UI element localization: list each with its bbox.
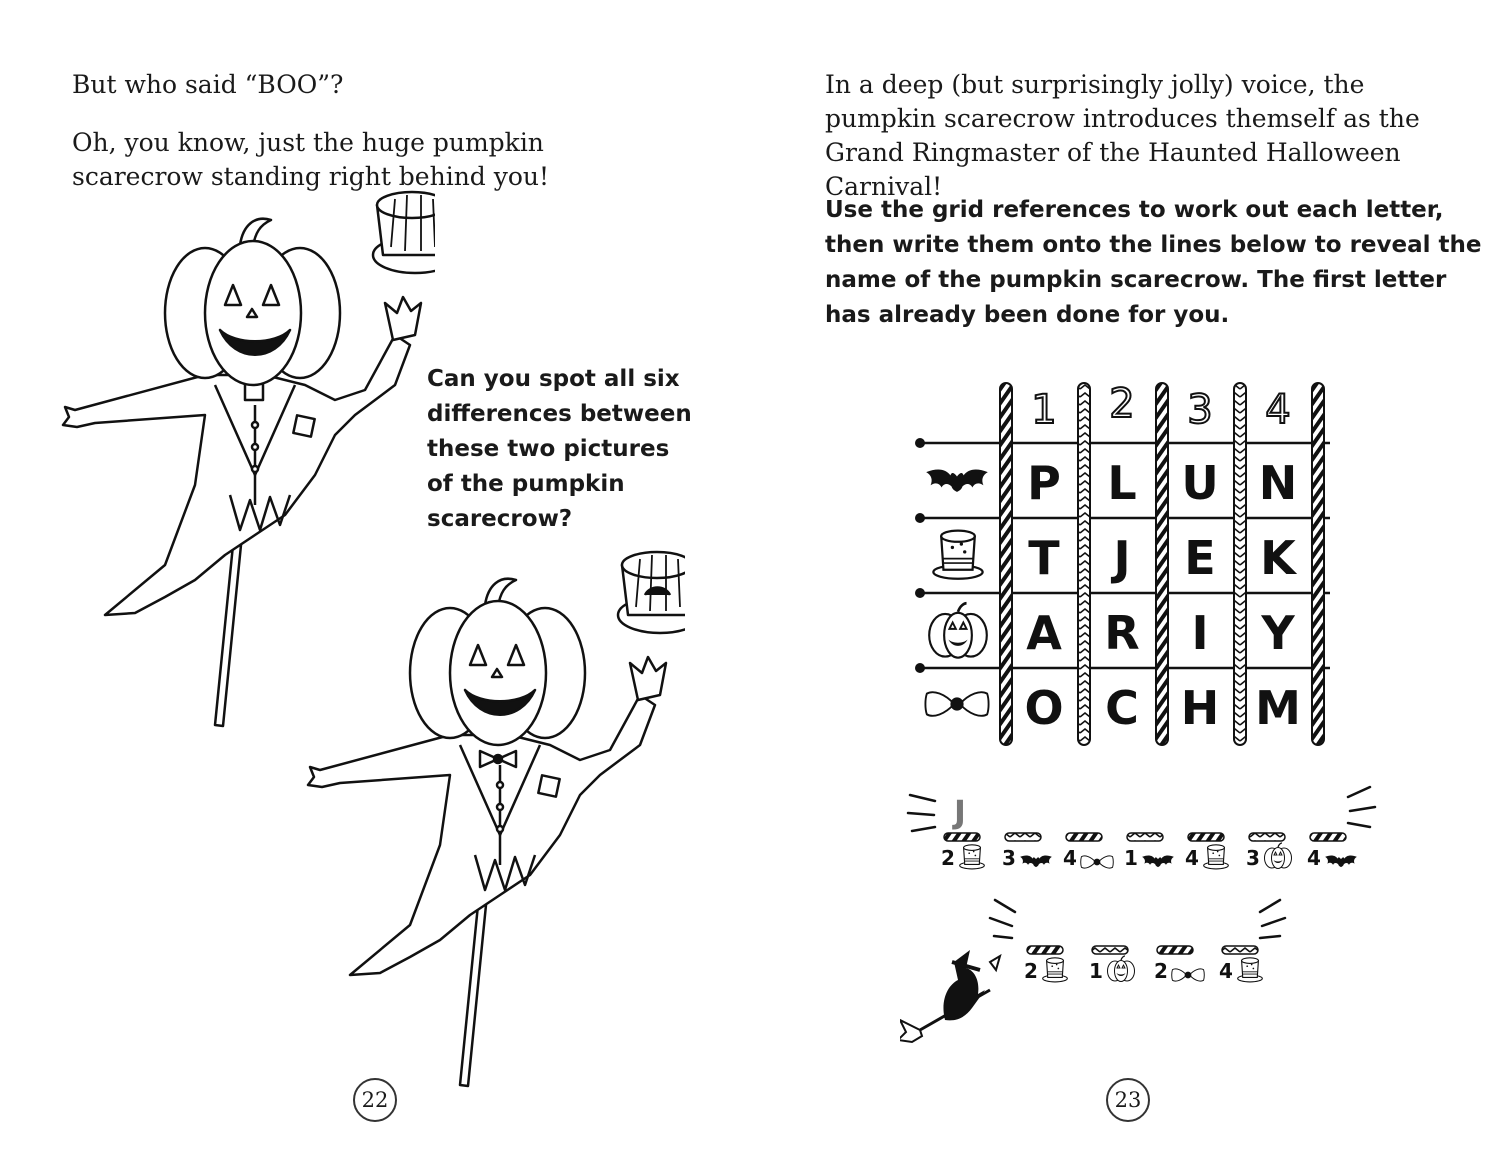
answer-line[interactable] — [1188, 833, 1224, 841]
bow-tie-icon — [1172, 969, 1205, 981]
bow-tie-icon — [925, 692, 988, 716]
prompt-line: differences between — [427, 401, 692, 427]
bat-icon — [926, 469, 988, 491]
pumpkin-icon — [1265, 843, 1292, 869]
clue-number: 4 — [1219, 959, 1233, 983]
column-number: 2 — [1109, 381, 1135, 427]
grid-letter: L — [1107, 456, 1137, 510]
grid-letter: P — [1027, 456, 1061, 510]
scarecrow-intro: Oh, you know, just the huge pumpkin scarecrow standing right behind you! — [72, 128, 550, 191]
page-number: 23 — [1106, 1078, 1150, 1122]
clue-number: 4 — [1185, 846, 1199, 870]
grid-letter: O — [1024, 681, 1064, 735]
clue-number: 1 — [1124, 846, 1138, 870]
answer-slot[interactable] — [1185, 833, 1228, 870]
grid-letter: M — [1255, 681, 1301, 735]
clue-number: 1 — [1089, 959, 1103, 983]
clue-number: 4 — [1063, 846, 1077, 870]
answer-line[interactable] — [1222, 946, 1258, 954]
answer-slot[interactable] — [1246, 833, 1291, 870]
answer-word-1 — [900, 775, 1380, 890]
prompt-line: of the pumpkin — [427, 471, 625, 497]
puzzle-instructions — [825, 193, 1485, 333]
answer-word-2 — [900, 890, 1380, 1050]
clue-number: 3 — [1002, 846, 1016, 870]
answer-line[interactable] — [1066, 833, 1102, 841]
page-number: 22 — [353, 1078, 397, 1122]
column-number: 4 — [1265, 387, 1291, 433]
grid-letter: U — [1181, 456, 1219, 510]
pumpkin-icon — [1108, 956, 1135, 982]
answer-line[interactable] — [1127, 833, 1163, 841]
column-number: 3 — [1187, 387, 1213, 433]
answer-slot[interactable] — [1219, 946, 1262, 983]
grid-letter: T — [1028, 531, 1060, 585]
prompt-line: Can you spot all six — [427, 366, 680, 392]
answer-line[interactable] — [1157, 946, 1193, 954]
grid-pole — [1078, 383, 1090, 745]
answer-slot[interactable] — [1002, 833, 1052, 870]
boo-question: But who said “BOO”? — [72, 70, 344, 99]
grid-letter: N — [1258, 456, 1298, 510]
grid-letter: E — [1184, 531, 1216, 585]
answer-line[interactable] — [1310, 833, 1346, 841]
clue-number: 4 — [1307, 846, 1321, 870]
bat-icon — [1020, 856, 1052, 868]
bat-icon — [1325, 856, 1357, 868]
top-hat-icon — [1043, 958, 1068, 982]
spot-differences-prompt — [427, 362, 727, 537]
grid-pole — [1234, 383, 1246, 745]
prompt-line: these two pictures — [427, 436, 670, 462]
instruction-line: has already been done for you. — [825, 302, 1230, 328]
answer-slot[interactable] — [1124, 833, 1174, 870]
instruction-line: Use the grid references to work out each letter, — [825, 197, 1444, 223]
grid-letter: H — [1180, 681, 1220, 735]
answer-line[interactable] — [1027, 946, 1063, 954]
instruction-line: name of the pumpkin scarecrow. The first letter — [825, 267, 1447, 293]
clue-number: 2 — [1024, 959, 1038, 983]
right-page — [750, 0, 1500, 1157]
answer-line[interactable] — [944, 833, 980, 841]
clue-number: 2 — [1154, 959, 1168, 983]
answer-slot[interactable] — [1154, 946, 1204, 983]
answer-line[interactable] — [1249, 833, 1285, 841]
grid-pole — [1312, 383, 1324, 745]
clue-number: 3 — [1246, 846, 1260, 870]
filled-answer-letter: J — [954, 793, 966, 831]
answer-slot[interactable] — [1089, 946, 1134, 983]
grid-letter: R — [1104, 606, 1140, 660]
answer-line[interactable] — [1092, 946, 1128, 954]
scarecrow-picture-2 — [295, 545, 685, 1095]
witch-icon — [900, 950, 1000, 1042]
answer-line[interactable] — [1005, 833, 1041, 841]
grid-letter: I — [1191, 606, 1209, 660]
instruction-line: then write them onto the lines below to reveal the — [825, 232, 1482, 258]
answer-slot[interactable] — [941, 833, 984, 870]
pumpkin-icon — [929, 603, 987, 657]
top-hat-icon — [933, 531, 982, 579]
bat-icon — [1142, 856, 1174, 868]
answer-slot[interactable] — [1307, 833, 1357, 870]
prompt-line: scarecrow? — [427, 506, 573, 532]
column-number: 1 — [1031, 387, 1057, 433]
top-hat-icon — [960, 845, 985, 869]
clue-number: 2 — [941, 846, 955, 870]
grid-letter: K — [1260, 531, 1296, 585]
grid-pole — [1000, 383, 1012, 745]
grid-pole — [1156, 383, 1168, 745]
grid-letter: A — [1026, 606, 1062, 660]
grid-letter: Y — [1261, 606, 1295, 660]
grid-letter: C — [1105, 681, 1139, 735]
top-hat-icon — [1238, 958, 1263, 982]
top-hat-icon — [1204, 845, 1229, 869]
ringmaster-intro: In a deep (but surprisingly jolly) voice, the pumpkin scarecrow introduces themself as the Grand Ringmaster of the Haunted Halloween Carnival! — [825, 70, 1420, 201]
grid-letter: J — [1113, 531, 1131, 585]
bow-tie-icon — [1081, 856, 1114, 868]
answer-slot[interactable] — [1024, 946, 1067, 983]
answer-slot[interactable] — [1063, 833, 1113, 870]
letter-grid — [910, 375, 1340, 755]
